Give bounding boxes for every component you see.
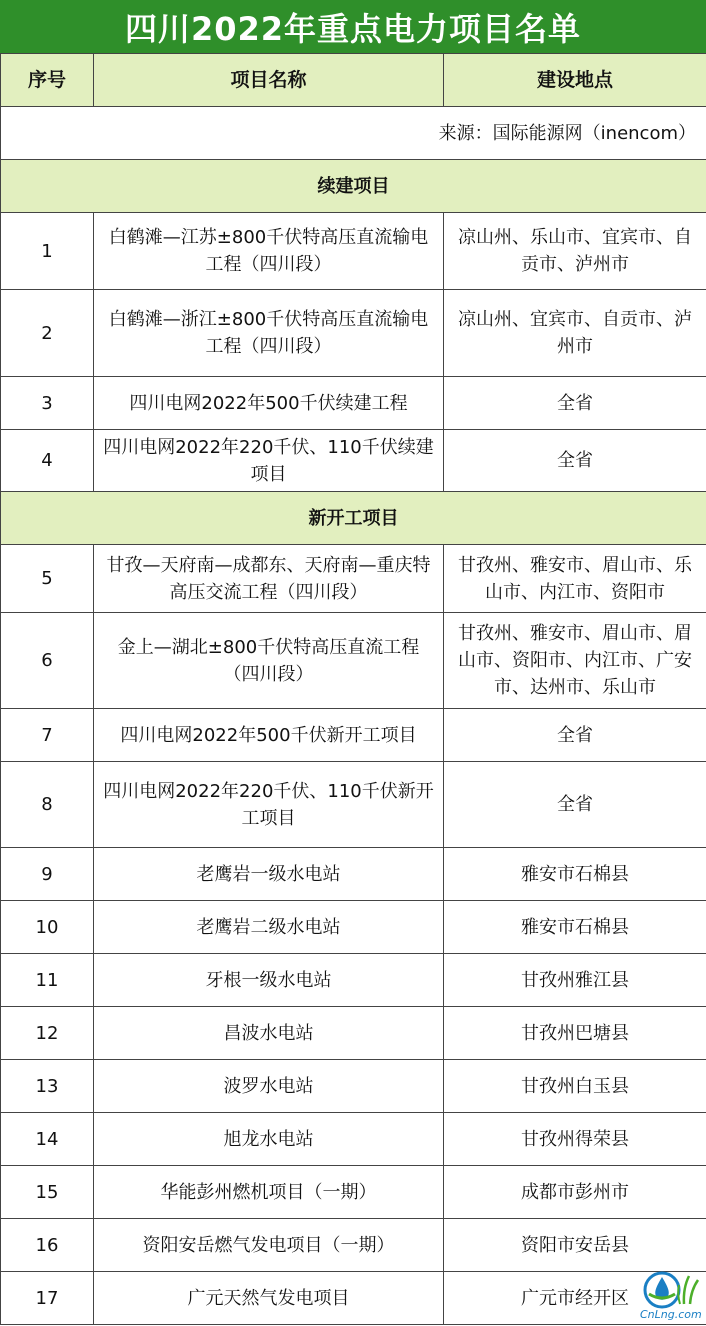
row-location: 凉山州、宜宾市、自贡市、泸州市 [444,290,706,377]
row-name: 白鹤滩—浙江±800千伏特高压直流输电工程（四川段） [94,290,444,377]
row-no: 6 [1,613,94,709]
table-row [1,377,706,430]
row-location: 全省 [444,430,706,492]
table-row [1,1219,706,1272]
row-location: 甘孜州巴塘县 [444,1007,706,1060]
row-location: 甘孜州白玉县 [444,1060,706,1113]
header-name: 项目名称 [94,54,444,107]
row-location: 全省 [444,762,706,848]
row-location: 雅安市石棉县 [444,848,706,901]
row-no: 11 [1,954,94,1007]
row-no: 5 [1,545,94,613]
section-row [1,160,706,213]
project-table [0,53,706,1325]
row-name: 波罗水电站 [94,1060,444,1113]
row-location: 全省 [444,377,706,430]
row-no: 14 [1,1113,94,1166]
row-location: 甘孜州、雅安市、眉山市、眉山市、资阳市、内江市、广安市、达州市、乐山市 [444,613,706,709]
row-location: 雅安市石棉县 [444,901,706,954]
row-location: 全省 [444,709,706,762]
header-location: 建设地点 [444,54,706,107]
row-name: 四川电网2022年500千伏续建工程 [94,377,444,430]
row-name: 华能彭州燃机项目（一期） [94,1166,444,1219]
row-no: 12 [1,1007,94,1060]
row-name: 四川电网2022年500千伏新开工项目 [94,709,444,762]
table-row [1,901,706,954]
water-drop-leaf-logo-icon [636,1268,702,1322]
row-no: 8 [1,762,94,848]
watermark-text: CnLng.com [640,1308,702,1321]
row-name: 牙根一级水电站 [94,954,444,1007]
section-label: 新开工项目 [1,492,706,545]
table-row [1,1113,706,1166]
table-row [1,954,706,1007]
row-name: 甘孜—天府南—成都东、天府南—重庆特高压交流工程（四川段） [94,545,444,613]
source-row [1,107,706,160]
row-name: 白鹤滩—江苏±800千伏特高压直流输电工程（四川段） [94,213,444,290]
table-row [1,430,706,492]
row-name: 旭龙水电站 [94,1113,444,1166]
row-name: 昌波水电站 [94,1007,444,1060]
section-label: 续建项目 [1,160,706,213]
row-no: 17 [1,1272,94,1325]
source-note: 来源：国际能源网（inencom） [1,107,706,160]
row-location: 凉山州、乐山市、宜宾市、自贡市、泸州市 [444,213,706,290]
table-row [1,762,706,848]
row-no: 7 [1,709,94,762]
table-row [1,709,706,762]
row-no: 2 [1,290,94,377]
row-name: 资阳安岳燃气发电项目（一期） [94,1219,444,1272]
row-no: 15 [1,1166,94,1219]
row-location: 甘孜州、雅安市、眉山市、乐山市、内江市、资阳市 [444,545,706,613]
row-location: 甘孜州雅江县 [444,954,706,1007]
row-no: 10 [1,901,94,954]
row-location: 成都市彭州市 [444,1166,706,1219]
watermark-logo [636,1268,702,1322]
page-title: 四川2022年重点电力项目名单 [0,0,706,53]
table-row [1,545,706,613]
row-no: 1 [1,213,94,290]
table-row [1,1272,706,1325]
row-name: 四川电网2022年220千伏、110千伏续建项目 [94,430,444,492]
row-name: 老鹰岩一级水电站 [94,848,444,901]
row-no: 16 [1,1219,94,1272]
row-location: 资阳市安岳县 [444,1219,706,1272]
table-row [1,213,706,290]
row-no: 3 [1,377,94,430]
table-row [1,1060,706,1113]
table-row [1,290,706,377]
row-name: 四川电网2022年220千伏、110千伏新开工项目 [94,762,444,848]
row-location: 甘孜州得荣县 [444,1113,706,1166]
row-name: 金上—湖北±800千伏特高压直流工程（四川段） [94,613,444,709]
table-row [1,1166,706,1219]
table-header-row [1,54,706,107]
row-no: 13 [1,1060,94,1113]
row-location: 广元市经开区 [444,1272,706,1325]
table-row [1,1007,706,1060]
row-name: 老鹰岩二级水电站 [94,901,444,954]
row-name: 广元天然气发电项目 [94,1272,444,1325]
section-row [1,492,706,545]
table-row [1,848,706,901]
table-row [1,613,706,709]
header-no: 序号 [1,54,94,107]
row-no: 9 [1,848,94,901]
row-no: 4 [1,430,94,492]
